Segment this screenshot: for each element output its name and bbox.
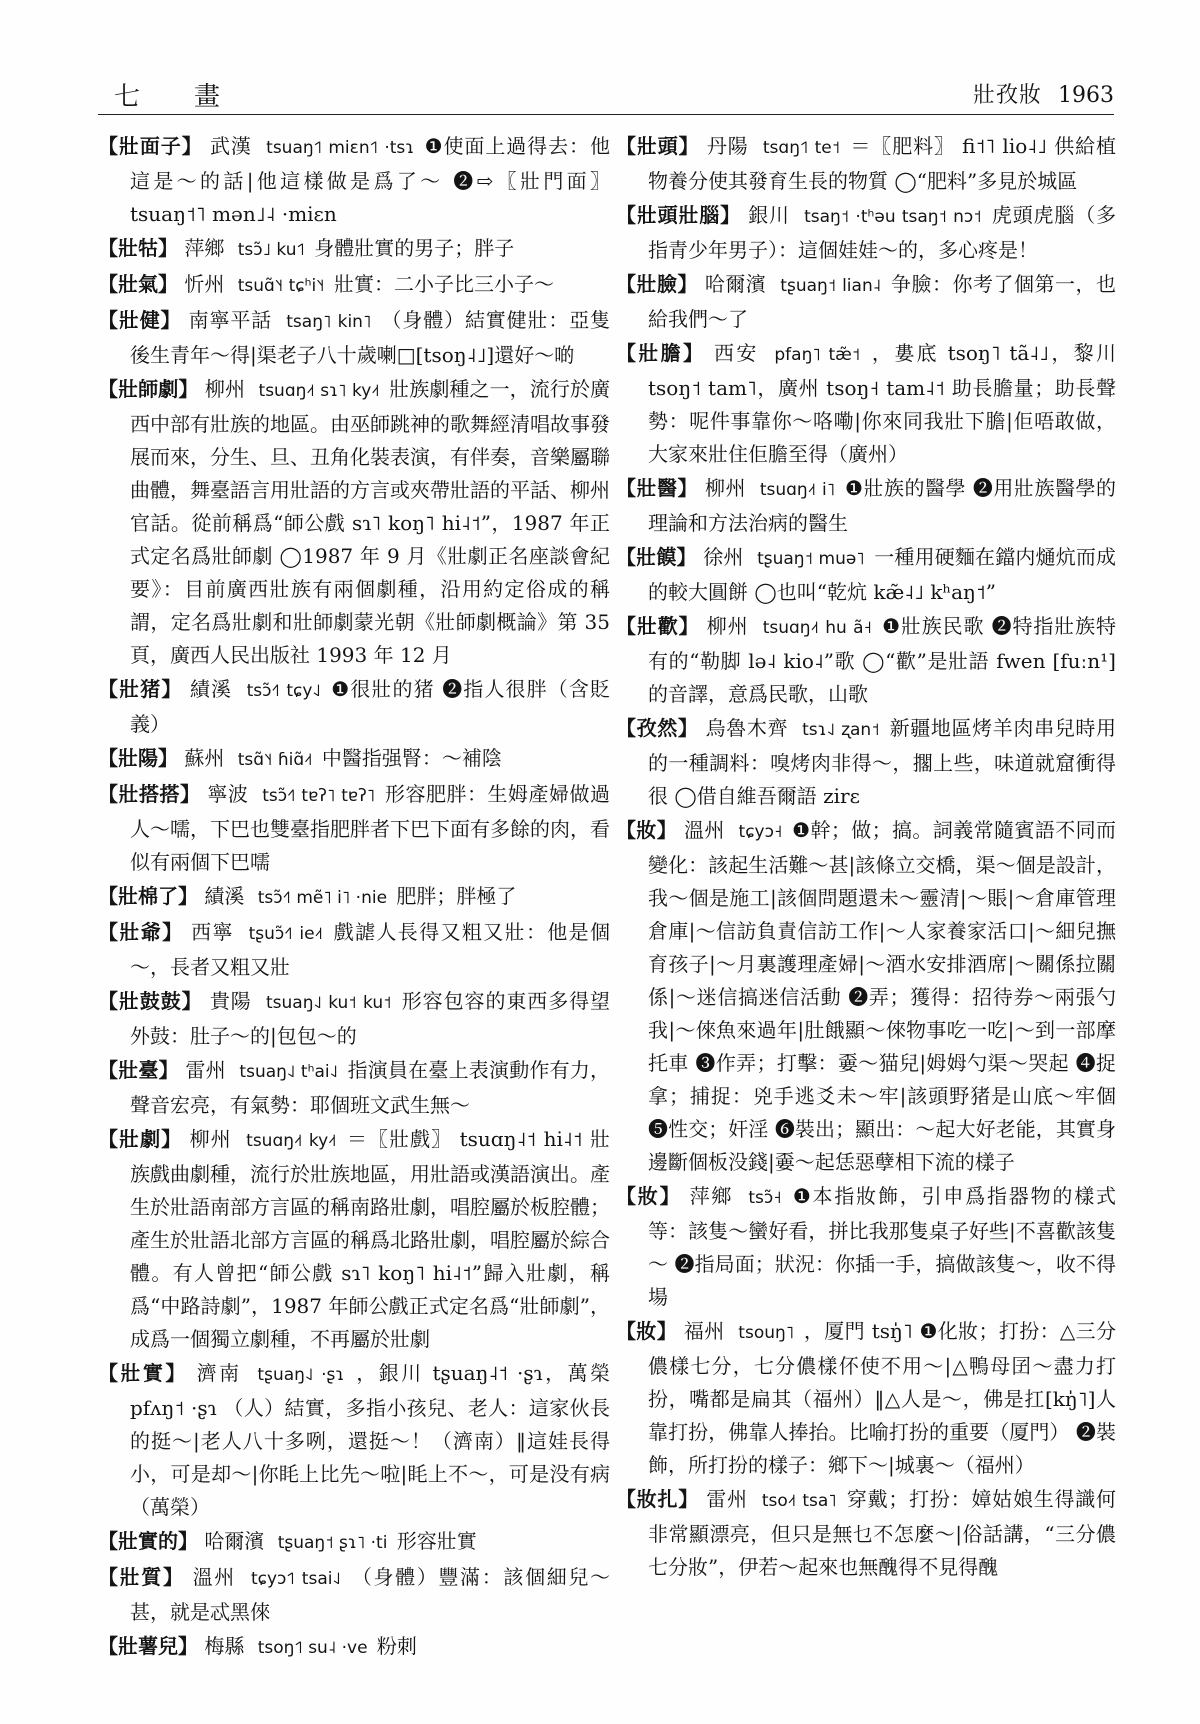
left-column (98, 130, 610, 1666)
dialect-location: 萍鄉 (184, 236, 225, 260)
dialect-location: 忻州 (184, 272, 225, 296)
dialect-location: 烏魯木齊 (705, 716, 789, 740)
phonetic-transcription: tsɔ̃˧ (748, 1188, 782, 1208)
dialect-location: 溫州 (192, 1565, 236, 1589)
phonetic-transcription: tʂuɔ̃˧˥ ie˨˦ (248, 924, 323, 944)
dictionary-entry (98, 673, 610, 741)
definition: 形容肥胖：生姆產婦做過人～嚅，下巴也雙臺指肥胖者下巴下面有多餘的肉，看似有兩個下巴嚅 (130, 782, 611, 874)
definition: ❶很壯的猪 ❷指人很胖（含貶義） (130, 677, 610, 736)
dialect-location: 寧波 (207, 782, 249, 806)
phonetic-transcription: tsuɑŋ˨˦ sɿ˥ ky˨˦ (258, 381, 380, 401)
dictionary-entry (98, 778, 610, 879)
phonetic-transcription: tsɔ̃˧˥ mẽ˥ i˥ ·nie (257, 888, 388, 908)
dialect-location: 哈爾濱 (204, 1529, 265, 1553)
dictionary-entry (98, 268, 610, 303)
dictionary-entry (98, 1525, 610, 1560)
headword: 【壯健】 (98, 308, 182, 332)
headword: 【壯牯】 (98, 236, 178, 260)
definition: ❶壯族民歌 ❷特指壯族特有的“勒脚 lə˨ kio˨”歌 ◯“歡”是壯語 fwen [fuːn¹]的音譯，意爲民歌，山歌 (648, 614, 1117, 706)
phonetic-transcription: tsaŋ˦ ·tʰəu tsaŋ˦ nɔ˦ (804, 207, 982, 227)
definition: ，婁底 tsoŋ˥ tã˨˩，黎川 tsoŋ˦ tam˥，廣州 tsoŋ˧ tam˨˦ 助長膽量；助長聲勢：呢件事靠你～咯嘞|你來同我壯下膽|佢唔敢做，大家來壯住佢膽至得（廣州） (648, 341, 1117, 466)
dialect-location: 南寧平話 (188, 308, 273, 332)
phonetic-transcription: pfaŋ˥ tæ̃˦ (774, 345, 861, 365)
phonetic-transcription: tɕyɔ˦˥ tsai˨˩ (250, 1569, 341, 1589)
headword: 【壯臉】 (616, 272, 699, 296)
definition: ＝〖壯戲〗 tsuɑŋ˨˦ hi˨˦ 壯族戲曲劇種，流行於壯族地區，用壯語或漢語演出。產生於壯語南部方言區的稱南路壯劇，唱腔屬於板腔體；產生於壯語北部方言區的稱爲北路壯劇，唱腔屬於綜合體。有人曾把“師公戲 sɿ˥ koŋ˥ hi˨˦”歸入壯劇，稱爲“中路詩劇”，1987 年師公戲正式定名爲“壯師劇”，成爲一個獨立劇種，不再屬於壯劇 (130, 1127, 611, 1351)
phonetic-transcription: tʂuaŋ˨˩ ·ʂɿ (257, 1365, 345, 1385)
headword: 【壯薯兒】 (98, 1634, 198, 1658)
definition: 虎頭虎腦（多指青少年男子）：這個娃娃～的，多心疼是！ (648, 203, 1117, 262)
phonetic-transcription: tsoŋ˦˥ su˨ ·ve (257, 1638, 368, 1658)
definition: ❶使面上過得去：他這是～的話|他這樣做是爲了～ ❷⇨〖壯門面〗 tsuaŋ˦˥ mən˩˨ ·miɛn (130, 134, 610, 226)
definition: （身體）結實健壯：亞隻後生青年～得|渠老子八十歲喇□[tsoŋ˨˩]還好～啲 (130, 308, 611, 367)
definition: 中醫指强腎：～補陰 (321, 746, 502, 770)
dialect-location: 柳州 (204, 377, 246, 401)
dictionary-entry (98, 1561, 610, 1629)
phonetic-transcription: tsɑŋ˦˥ te˦ (762, 138, 841, 158)
phonetic-transcription: tsuaŋ˦˥ miɛn˦˥ ·tsɿ (266, 138, 415, 158)
dictionary-entry (98, 916, 610, 984)
section-label: 七 畫 (114, 82, 235, 112)
headword: 【壯氣】 (98, 272, 178, 296)
dictionary-entry (616, 814, 1116, 1179)
definition: 新疆地區烤羊肉串兒時用的一種調料：嗅烤肉非得～，擱上些，味道就窟衝得很 ◯借自維吾爾語 zirɛ (648, 716, 1116, 808)
dictionary-entry (616, 1483, 1116, 1584)
dictionary-entry (98, 130, 610, 231)
headword: 【壯實】 (98, 1361, 188, 1385)
dictionary-entry (98, 1357, 610, 1524)
dictionary-entry (616, 337, 1116, 471)
definition: 争臉：你考了個第一，也給我們～了 (648, 272, 1117, 331)
head-characters: 壯孜妝 (972, 83, 1042, 108)
phonetic-transcription: tsuɑŋ˨˦ i˥ (759, 480, 836, 500)
dialect-location: 福州 (683, 1319, 725, 1343)
phonetic-transcription: tɕyɔ˧ (738, 822, 783, 842)
phonetic-transcription: tsuɑŋ˨˦ hu ã˧ (762, 618, 872, 638)
headword: 【壯頭】 (616, 134, 700, 158)
dialect-location: 銀川 (748, 203, 790, 227)
dialect-location: 雷州 (185, 1058, 226, 1082)
dictionary-entry (616, 472, 1116, 540)
definition: 身體壯實的男子；胖子 (314, 236, 515, 260)
dictionary-entry (98, 304, 610, 372)
headword: 【壯師劇】 (98, 377, 199, 401)
dictionary-entry (616, 712, 1116, 813)
headword: 【壯陽】 (98, 746, 178, 770)
headword: 【壯實的】 (98, 1529, 198, 1553)
definition: 壯族劇種之一，流行於廣西中部有壯族的地區。由巫師跳神的歌舞經清唱故事發展而來，分生、旦、丑角化裝表演，有伴奏，音樂屬聯曲體，舞臺語言用壯語的方言或夾帶壯語的平話、柳州官話。從前稱爲“師公戲 sɿ˥ koŋ˥ hi˨˦”，1987 年正式定名爲壯師劇 ◯1987 年 9 月《壯劇正名座談會紀要》：目前廣西壯族有兩個劇種，沿用約定俗成的稱謂，定名爲壯劇和壯師劇蒙光朝《壯師劇概論》第 35 頁，廣西人民出版社 1993 年 12 月 (130, 377, 611, 667)
definition: ，厦門 tsŋ̍˥ ❶化妝；打扮：△三分儂樣七分，七分儂樣伓使不用～|△鴨母囝～盡力打扮，嘴都是扁其（福州）‖△人是～，佛是扛[kŋ̍˥]人靠打扮，佛靠人捧抬。比喻打扮的重要（厦門） ❷裝飾，所打扮的樣子：鄉下～|城裏～（福州） (648, 1319, 1117, 1477)
dialect-location: 西安 (714, 341, 759, 365)
definition: ，銀川 tʂuaŋ˨˦ ·ʂɿ，萬榮 pfʌŋ˦ ·ʂɿ （人）結實，多指小孩兒、老人：這家伙長的挺～|老人八十多咧，還挺～！（濟南）‖這娃長得小，可是却～|你眊上比先～啦|眊上不～，可是没有病（萬榮） (130, 1361, 611, 1519)
headword: 【壯質】 (98, 1565, 185, 1589)
headword: 【妝】 (616, 1319, 678, 1343)
definition: 形容包容的東西多得望外鼓：肚子～的|包包～的 (130, 989, 611, 1048)
headword: 【壯劇】 (98, 1127, 183, 1151)
phonetic-transcription: tsɔ̃˧˥ tɐʔ˥ tɐʔ˥ (262, 786, 376, 806)
dictionary-entry (616, 1315, 1116, 1482)
dictionary-entry (616, 268, 1116, 336)
dialect-location: 丹陽 (706, 134, 749, 158)
headword: 【壯醫】 (616, 476, 699, 500)
headword: 【壯歡】 (616, 614, 700, 638)
phonetic-transcription: tsɑ̃˥˧ ɦiɑ̃˨˦ (237, 750, 313, 770)
dialect-location: 雷州 (706, 1487, 748, 1511)
dictionary-entry (616, 199, 1116, 267)
definition: ❶壯族的醫學 ❷用壯族醫學的理論和方法治病的醫生 (648, 476, 1116, 535)
phonetic-transcription: tsuaŋ˨˩ ku˦ ku˦ (266, 993, 392, 1013)
definition: 壯實：二小子比三小子～ (333, 272, 554, 296)
dictionary-entry (98, 1123, 610, 1356)
phonetic-transcription: tsaŋ˥ kin˥ (286, 312, 372, 332)
dictionary-entry (98, 1630, 610, 1665)
phonetic-transcription: tʂuaŋ˦ ʂɿ˥ ·ti (277, 1533, 388, 1553)
headword: 【壯頭壯腦】 (616, 203, 741, 227)
phonetic-transcription: tsuaŋ˨˩ tʰai˨˩ (239, 1062, 338, 1082)
headword: 【壯棉了】 (98, 884, 198, 908)
dictionary-entry (98, 880, 610, 915)
dialect-location: 哈爾濱 (704, 272, 767, 296)
headword: 【壯鼓鼓】 (98, 989, 203, 1013)
headword: 【壯猪】 (98, 677, 183, 701)
phonetic-transcription: tʂuaŋ˦ lian˨ (780, 276, 882, 296)
headword: 【妝扎】 (616, 1487, 700, 1511)
phonetic-transcription: tso˨˦ tsa˥ (761, 1491, 837, 1511)
dictionary-entry (616, 130, 1116, 198)
dialect-location: 武漢 (209, 134, 252, 158)
dictionary-entry (616, 610, 1116, 711)
phonetic-transcription: tsɔ̃˧˥ tɕy˨˩ (246, 681, 321, 701)
headword: 【妝】 (616, 818, 678, 842)
dialect-location: 徐州 (703, 545, 744, 569)
phonetic-transcription: tsɔ̃˩ ku˦˥ (237, 240, 305, 260)
phonetic-transcription: tsɿ˨˩ ʐan˦ (802, 720, 880, 740)
definition: 粉刺 (376, 1634, 417, 1658)
definition: 形容壯實 (396, 1529, 477, 1553)
headword: 【壯爺】 (98, 920, 184, 944)
headword: 【壯面子】 (98, 134, 203, 158)
dialect-location: 濟南 (196, 1361, 242, 1385)
dialect-location: 梅縣 (204, 1634, 245, 1658)
dictionary-entry (98, 985, 610, 1053)
header-right (973, 78, 1114, 109)
definition: 一種用硬麵在鐺内熥炕而成的較大圓餅 ◯也叫“乾炕 kæ̃˨˩ kʰaŋ˦” (648, 545, 1117, 604)
dialect-location: 績溪 (189, 677, 233, 701)
dialect-location: 柳州 (189, 1127, 232, 1151)
phonetic-transcription: tsuɑ̃˥˧ tɕʰi˥˧ (237, 276, 325, 296)
dialect-location: 績溪 (204, 884, 245, 908)
definition: 戲謔人長得又粗又壯：他是個～，長者又粗又壯 (130, 920, 611, 979)
dialect-location: 萍鄉 (689, 1184, 734, 1208)
definition: ❶幹；做；搞。詞義常隨賓語不同而變化：該起生活難～甚|該條立交橋，渠～個是設計，我～個是施工|該個問題還未～靈清|～賬|～倉庫管理倉庫|～信訪負責信訪工作|～人家養家活口|～細兒撫育孩子|～月裏護理產婦|～酒水安排酒席|～關係拉關係|～迷信搞迷信活動 ❷弄；獲得：招待券～兩張勺我|～倈魚來過年|肚餓顯～倈物事吃一吃|～到一部摩托車 ❸作弄；打擊：嫑～猫兒|姆姆勺渠～哭起 ❹捉拿；捕捉：兇手逃爻未～牢|該頭野猪是山底～牢個 ❺性交；奸淫 ❻裝出；顯出：～起大好老能，其實身邊斷個板没錢|嫑～起恁惡孽相下流的樣子 (648, 818, 1117, 1174)
headword: 【孜然】 (616, 716, 699, 740)
definition: ❶本指妝飾，引申爲指器物的樣式等：該隻～蠻好看，拼比我那隻桌子好些|不喜歡該隻～ ❷指局面；狀況：你插一手，搞做該隻～，收不得場 (648, 1184, 1117, 1309)
dictionary-entry (616, 1180, 1116, 1314)
dialect-location: 貴陽 (209, 989, 252, 1013)
definition: 肥胖；胖極了 (396, 884, 517, 908)
dialect-location: 柳州 (706, 614, 749, 638)
definition: （身體）豐滿：該個細兒～甚，就是忒黑倈 (130, 1565, 611, 1624)
page-number: 1963 (1058, 83, 1114, 108)
dictionary-entry (616, 541, 1116, 609)
dialect-location: 柳州 (704, 476, 746, 500)
page-header (98, 78, 1114, 115)
headword: 【妝】 (616, 1184, 682, 1208)
headword: 【壯膽】 (616, 341, 706, 365)
dictionary-entry (98, 232, 610, 267)
phonetic-transcription: tsouŋ˥ (738, 1323, 795, 1343)
headword: 【壯饃】 (616, 545, 697, 569)
dialect-location: 溫州 (683, 818, 725, 842)
phonetic-transcription: tsuɑŋ˨˦ ky˨˦ (246, 1131, 337, 1151)
definition: 穿戴；打扮：嫜姑娘生得識何非常顯漂亮，但只是無乜不怎麼～|俗話講，“三分儂七分妝”，伊若～起來也無醜得不見得醜 (648, 1487, 1117, 1579)
phonetic-transcription: tʂuaŋ˦ muə˥ (757, 549, 865, 569)
headword: 【壯搭搭】 (98, 782, 201, 806)
dialect-location: 西寧 (191, 920, 234, 944)
definition: 指演員在臺上表演動作有力，聲音宏亮，有氣勢：耶個班文武生無～ (130, 1058, 611, 1117)
definition: ＝〖肥料〗 fi˦˥ lio˨˩ 供給植物養分使其發育生長的物質 ◯“肥料”多見於城區 (648, 134, 1117, 193)
dictionary-entry (98, 742, 610, 777)
right-column (616, 130, 1116, 1585)
dictionary-entry (98, 1054, 610, 1122)
dictionary-entry (98, 373, 610, 672)
headword: 【壯臺】 (98, 1058, 179, 1082)
dialect-location: 蘇州 (184, 746, 225, 770)
